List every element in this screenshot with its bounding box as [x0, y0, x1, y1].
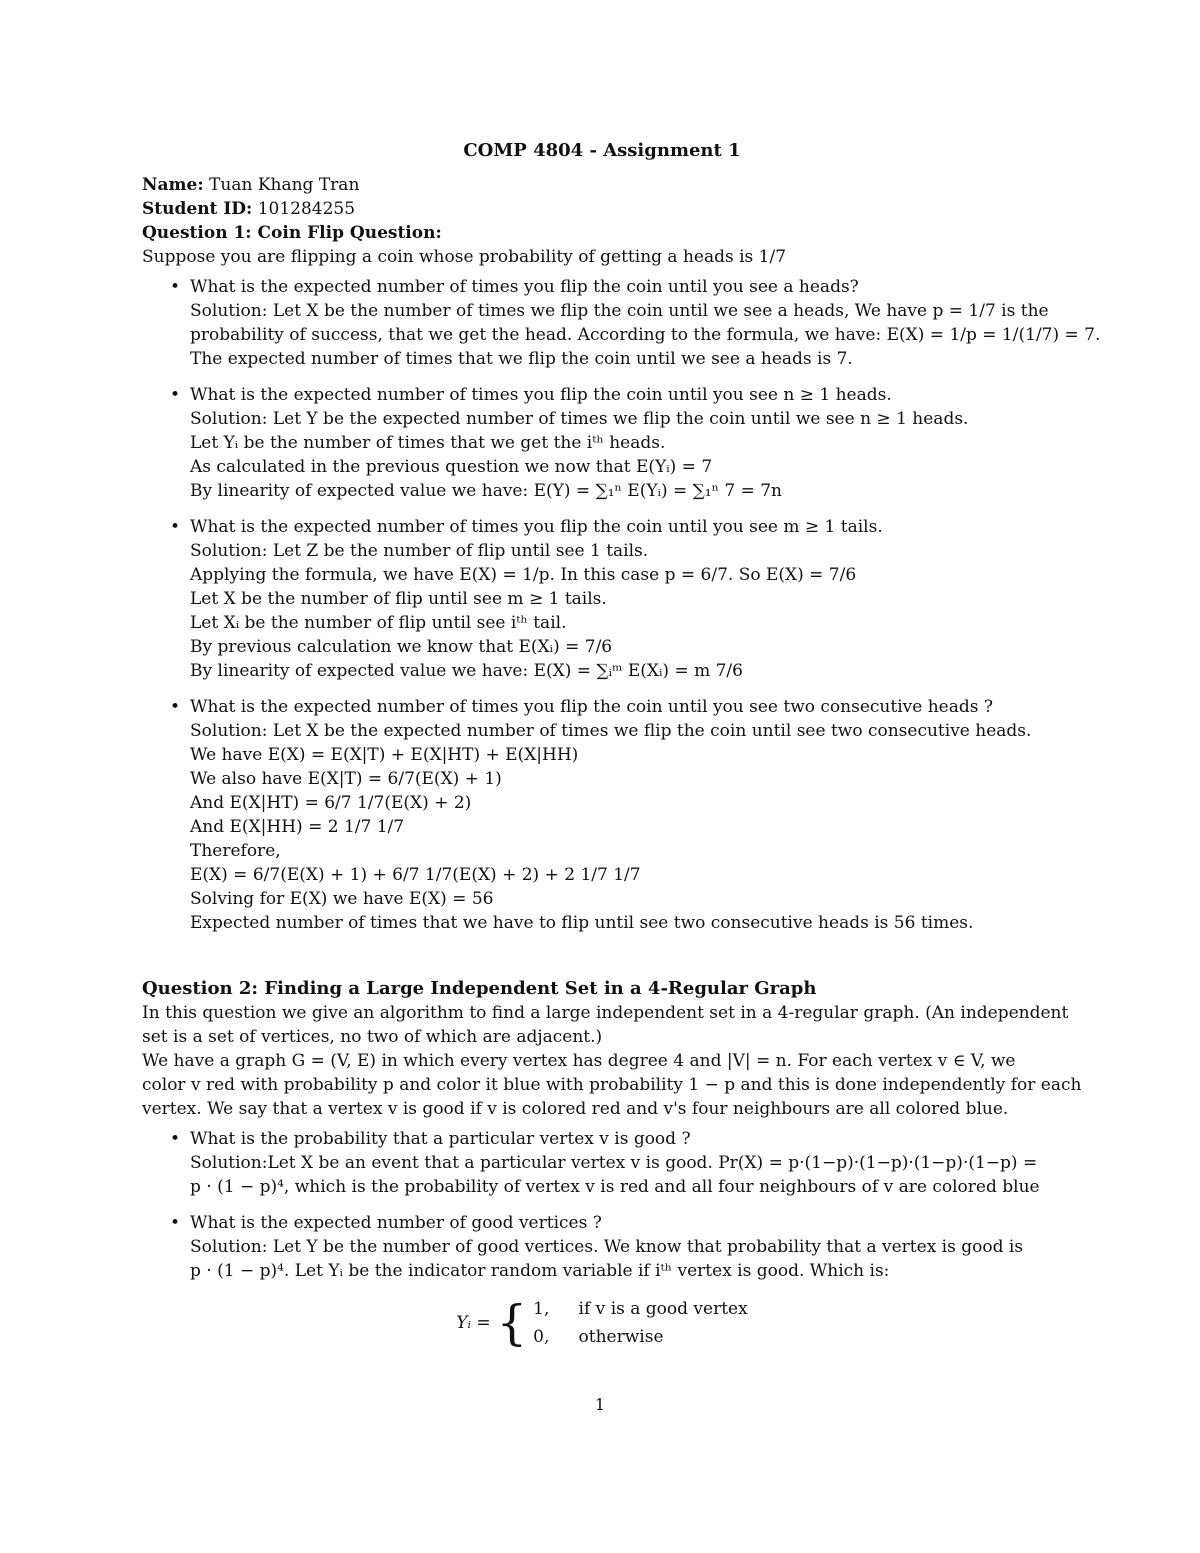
- solution-line: Let Xᵢ be the number of flip until see iᵗʰ tail.: [190, 613, 567, 633]
- bullet-icon: •: [170, 517, 181, 537]
- cases-row: [533, 1295, 748, 1323]
- cases-condition: otherwise: [578, 1327, 664, 1347]
- bullet-icon: •: [170, 385, 181, 405]
- bullet-icon: •: [170, 1129, 181, 1149]
- solution-line: Solution: Let Z be the number of flip until see 1 tails.: [190, 541, 649, 561]
- question-2-list: [142, 1127, 1062, 1283]
- cases-value: 1,: [533, 1299, 550, 1319]
- name-line: [142, 173, 1062, 197]
- question-1-item: [142, 275, 1101, 371]
- page-number: 1: [594, 1395, 606, 1414]
- intro-line: color v red with probability p and color it blue with probability 1 − p and this is done independently for each: [142, 1075, 1082, 1095]
- question-1-item: [142, 695, 1062, 935]
- item-question: What is the probability that a particular vertex v is good ?: [190, 1129, 691, 1149]
- solution-line: And E(X|HH) = 2 1/7 1/7: [190, 817, 405, 837]
- cases-rows: [533, 1295, 748, 1351]
- solution-line: We also have E(X|T) = 6/7(E(X) + 1): [190, 769, 502, 789]
- solution-line: We have E(X) = E(X|T) + E(X|HT) + E(X|HH): [190, 745, 579, 765]
- item-question: What is the expected number of times you flip the coin until you see two consecutive heads ?: [190, 697, 993, 717]
- solution-line: Therefore,: [190, 841, 281, 861]
- indicator-cases: [142, 1295, 1062, 1351]
- intro-line: set is a set of vertices, no two of which are adjacent.): [142, 1027, 603, 1047]
- cases-lhs: Yᵢ =: [456, 1313, 491, 1333]
- question-2-heading: Question 2: Finding a Large Independent Set in a 4-Regular Graph: [142, 978, 817, 999]
- solution-line: Solution:Let X be an event that a particular vertex v is good. Pr(X) = p·(1−p)·(1−p)·(1−p)·(1−p) =: [190, 1153, 1038, 1173]
- solution-line: probability of success, that we get the head. According to the formula, we have: E(X) = 1/p = 1/(1/7) = 7.: [190, 325, 1101, 345]
- cases-row: [533, 1323, 748, 1351]
- solution-line: E(X) = 6/7(E(X) + 1) + 6/7 1/7(E(X) + 2) + 2 1/7 1/7: [190, 865, 641, 885]
- intro-line: We have a graph G = (V, E) in which every vertex has degree 4 and |V| = n. For each vertex v ∈ V, we: [142, 1051, 1016, 1071]
- solution-line: By linearity of expected value we have: E(Y) = ∑₁ⁿ E(Yᵢ) = ∑₁ⁿ 7 = 7n: [190, 481, 782, 501]
- solution-line: By linearity of expected value we have: E(X) = ∑ᵢᵐ E(Xᵢ) = m 7/6: [190, 661, 743, 681]
- intro-line: In this question we give an algorithm to find a large independent set in a 4-regular graph. (An independent: [142, 1003, 1069, 1023]
- student-id-value: 101284255: [257, 199, 356, 219]
- solution-line: As calculated in the previous question we now that E(Yᵢ) = 7: [190, 457, 713, 477]
- cases-value: 0,: [533, 1327, 550, 1347]
- solution-line: Solution: Let Y be the expected number of times we flip the coin until we see n ≥ 1 heads.: [190, 409, 969, 429]
- question-2-item: [142, 1211, 1062, 1283]
- item-question: What is the expected number of times you flip the coin until you see n ≥ 1 heads.: [190, 385, 892, 405]
- solution-line: p · (1 − p)⁴, which is the probability of vertex v is red and all four neighbours of v are colored blue: [190, 1177, 1040, 1197]
- solution-line: Solution: Let X be the number of times we flip the coin until we see a heads, We have p = 1/7 is the: [190, 301, 1049, 321]
- solution-line: Expected number of times that we have to flip until see two consecutive heads is 56 times.: [190, 913, 974, 933]
- solution-line: Let Yᵢ be the number of times that we get the iᵗʰ heads.: [190, 433, 666, 453]
- solution-line: p · (1 − p)⁴. Let Yᵢ be the indicator random variable if iᵗʰ vertex is good. Which is:: [190, 1261, 890, 1281]
- left-brace-icon: {: [496, 1295, 528, 1351]
- solution-line: By previous calculation we know that E(Xᵢ) = 7/6: [190, 637, 613, 657]
- question-1-list: [142, 275, 1101, 935]
- name-label: Name:: [142, 175, 204, 195]
- item-question: What is the expected number of times you flip the coin until you see a heads?: [190, 277, 859, 297]
- question-2-item: [142, 1127, 1062, 1199]
- bullet-icon: •: [170, 1213, 181, 1233]
- document-title: COMP 4804 - Assignment 1: [463, 140, 741, 161]
- bullet-icon: •: [170, 697, 181, 717]
- bullet-icon: •: [170, 277, 181, 297]
- question-1-heading: Question 1: Coin Flip Question:: [142, 223, 442, 243]
- question-1-item: [142, 383, 1062, 503]
- item-question: What is the expected number of times you flip the coin until you see m ≥ 1 tails.: [190, 517, 883, 537]
- question-2-intro: [142, 1001, 1082, 1121]
- student-id-label: Student ID:: [142, 199, 253, 219]
- solution-line: Let X be the number of flip until see m ≥ 1 tails.: [190, 589, 607, 609]
- solution-line: Solution: Let Y be the number of good vertices. We know that probability that a vertex is good is: [190, 1237, 1024, 1257]
- name-value: Tuan Khang Tran: [209, 175, 360, 195]
- solution-line: And E(X|HT) = 6/7 1/7(E(X) + 2): [190, 793, 472, 813]
- solution-line: The expected number of times that we flip the coin until we see a heads is 7.: [190, 349, 853, 369]
- document-page: [142, 140, 1101, 1351]
- cases-condition: if v is a good vertex: [578, 1299, 748, 1319]
- solution-line: Solution: Let X be the expected number of times we flip the coin until see two consecutive heads.: [190, 721, 1032, 741]
- item-question: What is the expected number of good vertices ?: [190, 1213, 602, 1233]
- solution-line: Solving for E(X) we have E(X) = 56: [190, 889, 494, 909]
- question-1-item: [142, 515, 1062, 683]
- question-1-intro: Suppose you are flipping a coin whose probability of getting a heads is 1/7: [142, 247, 787, 267]
- solution-line: Applying the formula, we have E(X) = 1/p. In this case p = 6/7. So E(X) = 7/6: [190, 565, 857, 585]
- student-id-line: [142, 197, 1062, 221]
- intro-line: vertex. We say that a vertex v is good if v is colored red and v's four neighbours are all colored blue.: [142, 1099, 1009, 1119]
